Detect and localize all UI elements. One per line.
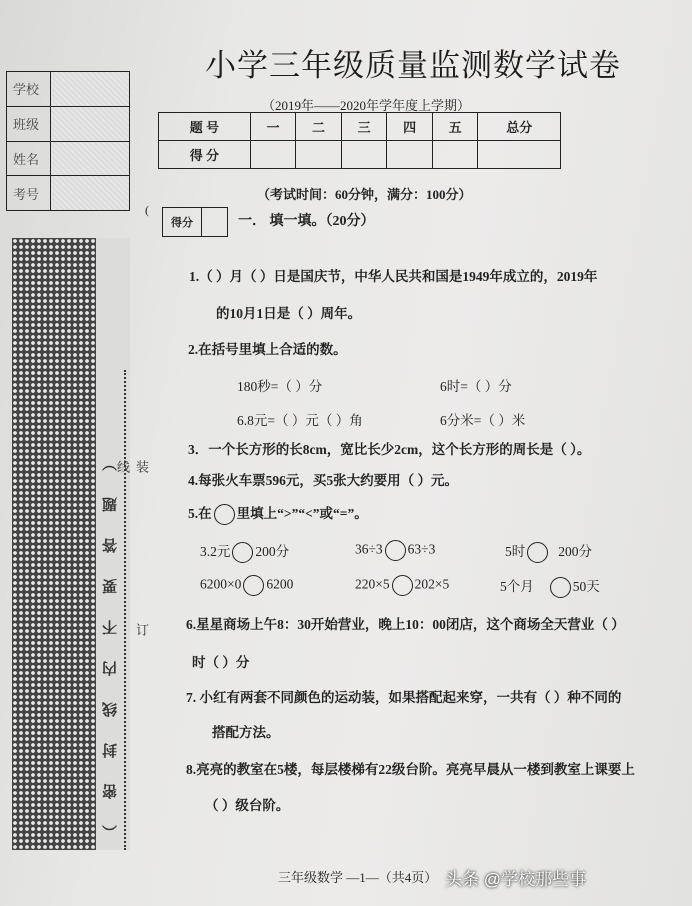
name-field xyxy=(51,141,130,176)
question-1: 1.（ ）月（ ）日是国庆节，中华人民共和国是1949年成立的，2019年 xyxy=(189,269,598,284)
score-header: 三 xyxy=(341,113,387,141)
compare-right: 50天 xyxy=(572,579,600,594)
score-header: 题 号 xyxy=(159,113,251,141)
stray-paren: ( xyxy=(145,203,149,217)
info-label-id: 考号 xyxy=(7,176,51,211)
score-cell xyxy=(341,141,387,169)
question-4: 4.每张火车票596元，买5张大约要用（ ）元。 xyxy=(188,473,458,488)
circle-icon xyxy=(214,504,235,525)
question-8: 8.亮亮的教室在5楼，每层楼梯有22级台阶。亮亮早晨从一楼到教室上课要上 xyxy=(186,762,635,777)
answer-circle[interactable] xyxy=(527,542,548,563)
compare-6 xyxy=(500,575,600,598)
compare-right: 63÷3 xyxy=(407,541,436,557)
question-2d: 6分米=（ ）米 xyxy=(440,413,526,428)
answer-circle[interactable] xyxy=(232,542,253,563)
answer-circle[interactable] xyxy=(550,577,571,598)
question-5 xyxy=(188,502,368,525)
q5-suffix: 里填上“>”“<”或“=”。 xyxy=(236,506,368,521)
compare-2 xyxy=(355,540,435,561)
binding-label: 装订线 xyxy=(115,460,149,786)
score-cell xyxy=(478,141,561,169)
compare-5 xyxy=(355,575,449,596)
binding-pattern xyxy=(12,238,96,850)
class-field xyxy=(51,106,130,141)
compare-left: 220×5 xyxy=(355,576,390,592)
score-header: 二 xyxy=(296,113,342,141)
seal-notice: （密封线内不要答题） xyxy=(103,430,119,840)
term-label: （2019年——2020年学年度上学期） xyxy=(262,98,471,113)
score-cell xyxy=(296,141,342,169)
id-field xyxy=(51,176,130,211)
student-info-table xyxy=(6,71,130,211)
answer-circle[interactable] xyxy=(385,540,406,561)
compare-left: 36÷3 xyxy=(355,541,383,557)
info-label-name: 姓名 xyxy=(7,141,51,176)
compare-right: 202×5 xyxy=(414,576,450,592)
score-table xyxy=(158,112,561,169)
question-2: 2.在括号里填上合适的数。 xyxy=(188,342,347,357)
question-6: 6.星星商场上午8：30开始营业，晚上10：00闭店，这个商场全天营业（ ） xyxy=(186,617,625,632)
answer-circle[interactable] xyxy=(243,575,264,596)
page-footer: 三年级数学 —1—（共4页） xyxy=(278,870,438,885)
compare-right: 200分 xyxy=(255,544,290,559)
compare-right: 6200 xyxy=(266,576,294,592)
section-score-label: 得分 xyxy=(163,208,202,236)
score-header: 总分 xyxy=(478,113,561,141)
watermark: 头条 @学校那些事 xyxy=(445,870,586,889)
score-cell xyxy=(387,141,433,169)
question-8-cont: （ ）级台阶。 xyxy=(205,798,290,813)
question-2c: 6.8元=（ ）元（ ）角 xyxy=(237,413,363,428)
compare-left: 6200×0 xyxy=(200,576,242,592)
q5-prefix: 5.在 xyxy=(188,506,212,521)
info-label-school: 学校 xyxy=(7,72,51,107)
question-3: 3．一个长方形的长8cm，宽比长少2cm，这个长方形的周长是（ ）。 xyxy=(188,442,591,457)
score-header: 四 xyxy=(387,113,433,141)
answer-circle[interactable] xyxy=(392,575,413,596)
exam-title: 小学三年级质量监测数学试卷 xyxy=(205,48,621,83)
score-header: 五 xyxy=(432,113,478,141)
question-7-cont: 搭配方法。 xyxy=(212,725,280,740)
exam-info: （考试时间：60分钟，满分：100分） xyxy=(257,187,472,202)
info-label-class: 班级 xyxy=(7,106,51,141)
score-cell xyxy=(250,141,296,169)
score-cell xyxy=(432,141,478,169)
compare-4 xyxy=(200,575,293,596)
compare-1 xyxy=(200,540,289,563)
section-title: 一． 填一填。（20分） xyxy=(238,214,375,229)
compare-left: 5个月 xyxy=(500,579,534,594)
question-2b: 6时=（ ）分 xyxy=(440,379,512,394)
question-7: 7. 小红有两套不同颜色的运动装，如果搭配起来穿，一共有（ ）种不同的 xyxy=(186,690,622,705)
question-1-cont: 的10月1日是（ ）周年。 xyxy=(216,306,362,321)
score-row-label: 得 分 xyxy=(159,141,251,169)
school-field xyxy=(51,72,130,107)
compare-3 xyxy=(505,540,592,563)
section-score-box xyxy=(162,207,228,237)
question-2a: 180秒=（ ）分 xyxy=(237,379,323,394)
compare-left: 5时 xyxy=(505,544,526,559)
compare-right: 200分 xyxy=(558,544,592,559)
compare-left: 3.2元 xyxy=(200,544,231,559)
question-6-cont: 时（ ）分 xyxy=(192,655,250,670)
score-header: 一 xyxy=(250,113,296,141)
